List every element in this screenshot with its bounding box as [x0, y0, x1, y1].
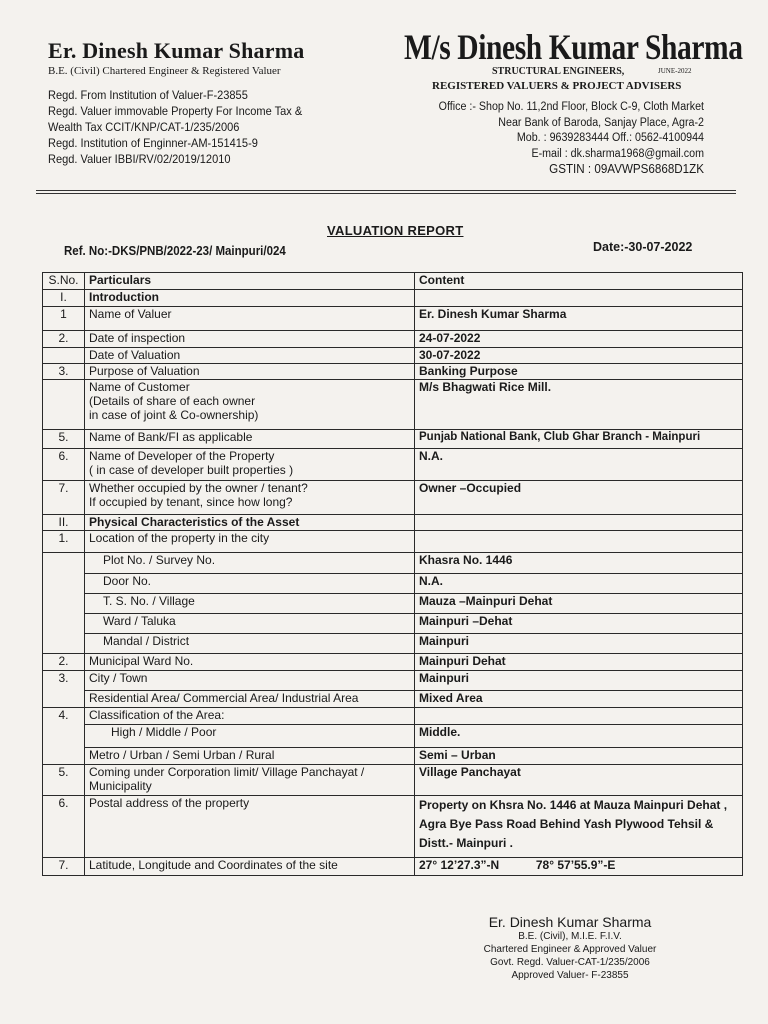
particular-cell: Plot No. / Survey No.: [85, 553, 415, 574]
content-line: Distt.- Mainpuri .: [419, 836, 513, 850]
content-cell: 30-07-2022: [415, 348, 743, 364]
table-row: [43, 290, 743, 307]
sn-cell: 6.: [43, 796, 85, 858]
table-row: [43, 380, 743, 430]
particular-line: ( in case of developer built properties ): [89, 463, 294, 477]
table-row: [43, 531, 743, 553]
table-row: [43, 654, 743, 671]
table-row: [43, 307, 743, 331]
content-cell: Middle.: [415, 725, 743, 748]
content-cell: Mainpuri –Dehat: [415, 614, 743, 634]
content-cell: Banking Purpose: [415, 364, 743, 380]
content-cell: Mixed Area: [415, 691, 743, 708]
sn-cell: [43, 725, 85, 748]
table-row: [43, 331, 743, 348]
sn-cell: 6.: [43, 449, 85, 481]
particular-cell: Location of the property in the city: [85, 531, 415, 553]
firm-subtitle-2: REGISTERED VALUERS & PROJECT ADVISERS: [432, 80, 682, 92]
sn-cell: [43, 748, 85, 765]
sn-cell: 4.: [43, 708, 85, 725]
office-line: Mob. : 9639283444 Off.: 0562-4100944: [516, 132, 704, 144]
content-cell: M/s Bhagwati Rice Mill.: [415, 380, 743, 430]
table-header-row: [43, 273, 743, 290]
sn-cell: 7.: [43, 481, 85, 515]
signature-line: Approved Valuer- F-23855: [511, 970, 629, 981]
header-divider: [36, 193, 736, 194]
table-row: [43, 348, 743, 364]
sn-cell: [43, 634, 85, 654]
particular-cell: Door No.: [85, 574, 415, 594]
registration-line: Regd. Valuer IBBI/RV/02/2019/12010: [48, 152, 231, 166]
particular-cell: High / Middle / Poor: [85, 725, 415, 748]
particular-line: Coming under Corporation limit/ Village Panchayat /: [89, 765, 365, 779]
content-cell: [415, 796, 743, 858]
particular-cell: Name of Bank/FI as applicable: [85, 430, 415, 449]
sn-cell: [43, 691, 85, 708]
gstin: GSTIN : 09AVWPS6868D1ZK: [549, 162, 704, 176]
particular-cell: Date of inspection: [85, 331, 415, 348]
particular-line: Municipality: [89, 779, 152, 793]
content-cell: N.A.: [415, 449, 743, 481]
registration-line: Regd. From Institution of Valuer-F-23855: [48, 88, 248, 102]
letterhead-right: [404, 26, 743, 92]
table-row: [43, 515, 743, 531]
office-line: Office :- Shop No. 11,2nd Floor, Block C-9, Cloth Market: [438, 101, 704, 113]
table-row: [43, 594, 743, 614]
sn-cell: 1.: [43, 531, 85, 553]
content-cell: N.A.: [415, 574, 743, 594]
sn-cell: [43, 380, 85, 430]
content-cell: Er. Dinesh Kumar Sharma: [415, 307, 743, 331]
table-row: [43, 691, 743, 708]
particular-cell: [85, 765, 415, 796]
signature-line: B.E. (Civil), M.I.E. F.I.V.: [518, 931, 622, 942]
table-row: [43, 725, 743, 748]
table-row: [43, 796, 743, 858]
table-row: [43, 748, 743, 765]
particular-cell: Mandal / District: [85, 634, 415, 654]
content-cell: [415, 708, 743, 725]
latitude: 27° 12’27.3”-N: [419, 858, 500, 872]
sn-cell: [43, 594, 85, 614]
particular-cell: Date of Valuation: [85, 348, 415, 364]
table-row: [43, 430, 743, 449]
content-line: Agra Bye Pass Road Behind Yash Plywood Tehsil &: [419, 817, 714, 831]
sn-cell: 3.: [43, 671, 85, 691]
table-row: [43, 574, 743, 594]
sn-cell: 7.: [43, 858, 85, 876]
longitude: 78° 57’55.9”-E: [535, 858, 616, 872]
table-row: [43, 614, 743, 634]
content-cell: Semi – Urban: [415, 748, 743, 765]
content-cell: Mauza –Mainpuri Dehat: [415, 594, 743, 614]
particular-line: Whether occupied by the owner / tenant?: [89, 481, 308, 495]
content-cell: [415, 531, 743, 553]
firm-sub-row: [404, 66, 704, 80]
particular-cell: Metro / Urban / Semi Urban / Rural: [85, 748, 415, 765]
sn-cell: II.: [43, 515, 85, 531]
sn-cell: 5.: [43, 430, 85, 449]
sn-cell: 1: [43, 307, 85, 331]
registration-line: Regd. Institution of Enginner-AM-151415-9: [48, 136, 258, 150]
particular-cell: Ward / Taluka: [85, 614, 415, 634]
letterhead-left: [48, 38, 388, 167]
sn-cell: [43, 574, 85, 594]
particular-cell: Municipal Ward No.: [85, 654, 415, 671]
content-cell: [415, 290, 743, 307]
signature-line: Govt. Regd. Valuer-CAT-1/235/2006: [490, 957, 650, 968]
particular-cell: Residential Area/ Commercial Area/ Industrial Area: [85, 691, 415, 708]
sn-cell: [43, 348, 85, 364]
particular-cell: Postal address of the property: [85, 796, 415, 858]
particular-line: If occupied by tenant, since how long?: [89, 495, 293, 509]
table-row: [43, 671, 743, 691]
registration-line: Wealth Tax CCIT/KNP/CAT-1/235/2006: [48, 120, 240, 134]
header-cell: S.No.: [43, 273, 85, 290]
content-cell: [415, 858, 743, 876]
particular-line: (Details of share of each owner: [89, 394, 256, 408]
header-cell: Content: [415, 273, 743, 290]
sn-cell: [43, 614, 85, 634]
sn-cell: I.: [43, 290, 85, 307]
firm-date: JUNE-2022: [658, 67, 692, 75]
particular-cell: [85, 449, 415, 481]
sn-cell: 2.: [43, 331, 85, 348]
header-cell: Particulars: [85, 273, 415, 290]
table-row: [43, 708, 743, 725]
report-date: Date:-30-07-2022: [593, 240, 693, 254]
table-row: [43, 634, 743, 654]
content-cell: Khasra No. 1446: [415, 553, 743, 574]
office-line: E-mail : dk.sharma1968@gmail.com: [531, 147, 704, 160]
particular-cell: T. S. No. / Village: [85, 594, 415, 614]
sn-cell: 5.: [43, 765, 85, 796]
table-row: [43, 481, 743, 515]
particular-cell: Name of Valuer: [85, 307, 415, 331]
table-row: [43, 553, 743, 574]
content-cell: [415, 515, 743, 531]
registration-list: [48, 87, 388, 167]
office-address: [414, 100, 704, 178]
table-row: [43, 449, 743, 481]
engineer-qualification: B.E. (Civil) Chartered Engineer & Registered Valuer: [48, 65, 281, 77]
particular-cell: [85, 380, 415, 430]
particular-cell: Classification of the Area:: [85, 708, 415, 725]
signature-name: Er. Dinesh Kumar Sharma: [488, 914, 652, 930]
particular-cell: Physical Characteristics of the Asset: [85, 515, 415, 531]
table-row: [43, 364, 743, 380]
reference-number: Ref. No:-DKS/PNB/2022-23/ Mainpuri/024: [64, 244, 286, 258]
firm-name: M/s Dinesh Kumar Sharma: [404, 27, 743, 67]
particular-cell: Introduction: [85, 290, 415, 307]
content-cell: Punjab National Bank, Club Ghar Branch - Mainpuri: [415, 430, 743, 449]
header-divider: [36, 190, 736, 191]
table-row: [43, 858, 743, 876]
signature-line: Chartered Engineer & Approved Valuer: [483, 944, 657, 955]
content-line: Property on Khsra No. 1446 at Mauza Mainpuri Dehat ,: [419, 798, 728, 812]
particular-cell: [85, 481, 415, 515]
content-cell: Mainpuri Dehat: [415, 654, 743, 671]
particular-line: Name of Developer of the Property: [89, 449, 275, 463]
firm-subtitle: STRUCTURAL ENGINEERS,: [492, 66, 625, 77]
particular-line: Name of Customer: [89, 380, 190, 394]
content-cell: Village Panchayat: [415, 765, 743, 796]
sn-cell: [43, 553, 85, 574]
particular-cell: Latitude, Longitude and Coordinates of the site: [85, 858, 415, 876]
content-cell: Mainpuri: [415, 634, 743, 654]
content-cell: Mainpuri: [415, 671, 743, 691]
particular-line: in case of joint & Co-ownership): [89, 408, 259, 422]
table-row: [43, 765, 743, 796]
office-line: Near Bank of Baroda, Sanjay Place, Agra-2: [498, 116, 704, 129]
content-cell: Owner –Occupied: [415, 481, 743, 515]
sn-cell: 3.: [43, 364, 85, 380]
particular-cell: Purpose of Valuation: [85, 364, 415, 380]
sn-cell: 2.: [43, 654, 85, 671]
content-cell: 24-07-2022: [415, 331, 743, 348]
particular-cell: City / Town: [85, 671, 415, 691]
valuation-table: [42, 272, 743, 876]
engineer-name: Er. Dinesh Kumar Sharma: [48, 38, 305, 63]
registration-line: Regd. Valuer immovable Property For Income Tax &: [48, 104, 303, 118]
report-title: VALUATION REPORT: [327, 223, 464, 238]
signature-block: [470, 914, 670, 982]
